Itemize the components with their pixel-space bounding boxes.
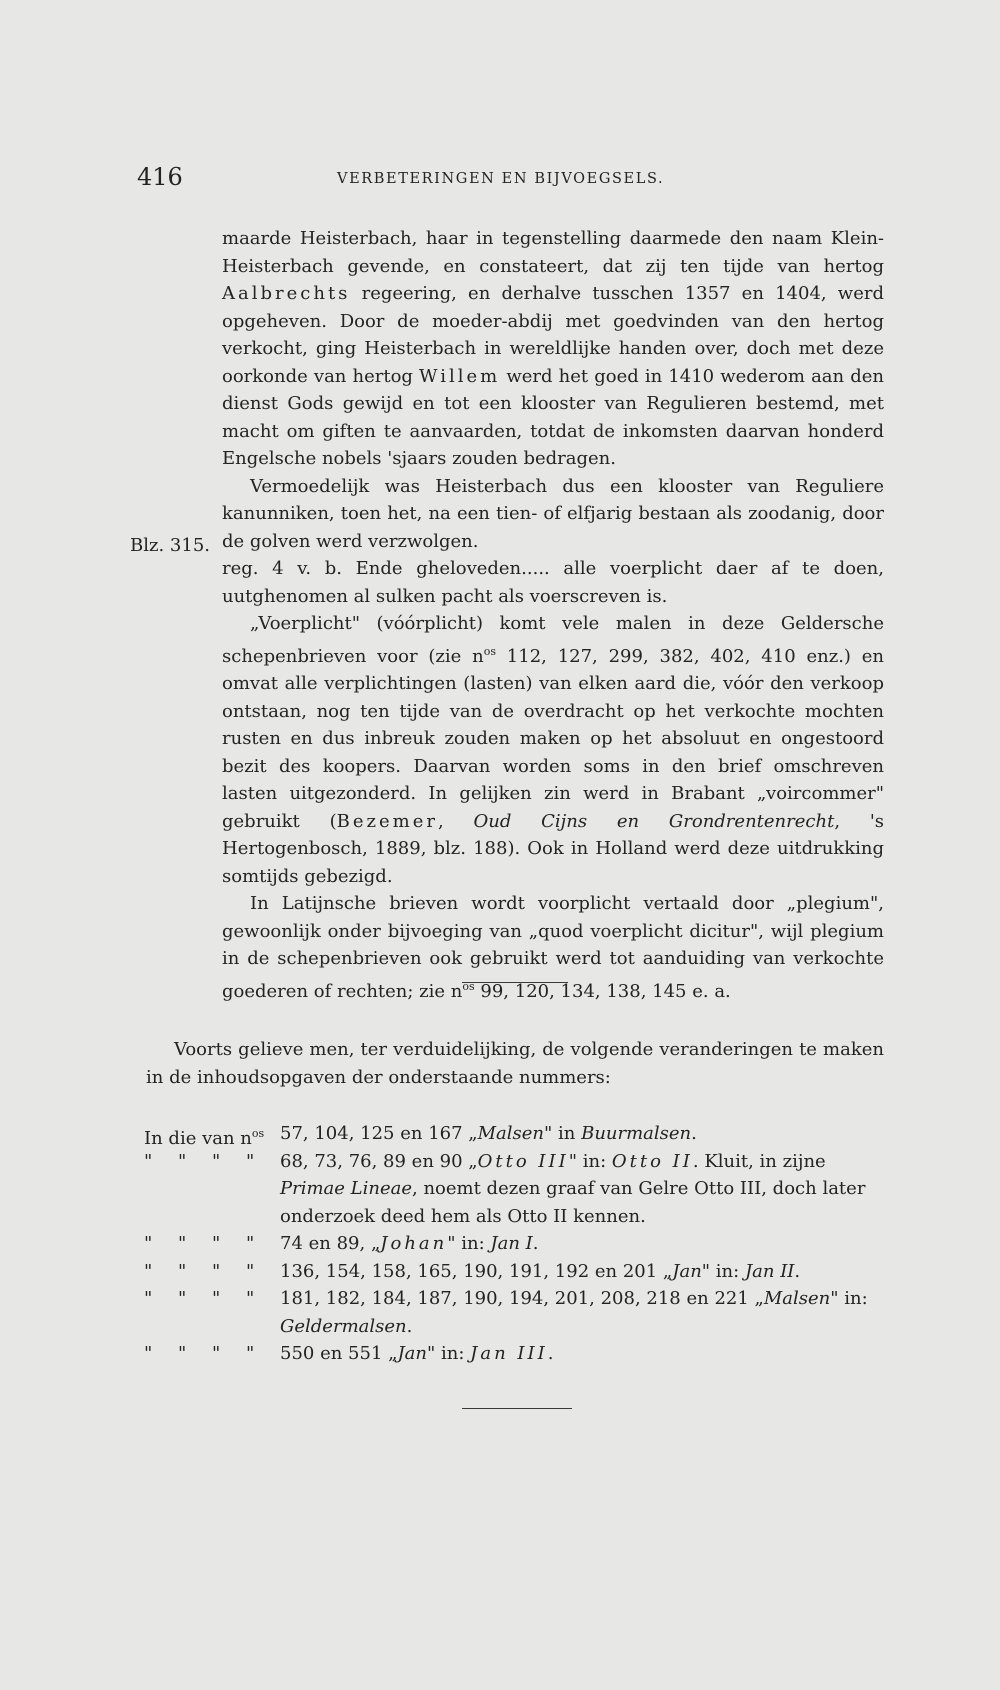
ditto-mark: " — [212, 1288, 221, 1309]
superscript: os — [251, 1127, 265, 1140]
italic-run: Otto III — [477, 1150, 569, 1172]
ditto-mark: " — [178, 1260, 187, 1282]
row-text — [280, 1120, 884, 1148]
ditto-mark: " — [246, 1288, 255, 1309]
ditto-mark: " — [178, 1343, 187, 1364]
italic-run: Geldermalsen — [280, 1315, 407, 1337]
ditto-mark: " — [178, 1233, 187, 1254]
text-run: 550 en 551 „ — [280, 1343, 398, 1364]
row-text — [280, 1148, 884, 1231]
ditto-mark: " — [246, 1260, 255, 1282]
ditto-mark: " — [178, 1288, 187, 1309]
ditto-mark: " — [212, 1343, 221, 1364]
text-run: " in: — [427, 1343, 471, 1364]
text-run: , — [437, 810, 474, 832]
text-run: „Voerplicht" (vóórplicht) komt vele malen in deze Geldersche schepenbrieven voor (zie n — [222, 613, 884, 667]
italic-run: Malsen — [477, 1123, 545, 1144]
paragraph-voerplicht — [222, 610, 884, 890]
superscript: os — [462, 979, 475, 993]
text-run: 68, 73, 76, 89 en 90 „ — [280, 1150, 478, 1172]
text-run: In die van n — [144, 1128, 252, 1149]
list-item — [144, 1120, 884, 1148]
ditto-marks — [144, 1258, 280, 1286]
list-item — [144, 1285, 884, 1340]
ditto-mark: " — [212, 1233, 221, 1254]
text-run: . — [532, 1233, 539, 1254]
text-run: regeering, en derhalve tusschen 1357 en 1404, werd opgeheven. Door de moeder-abdij met goedvinden van den hertog verkocht, ging Heisterbach in wereldlijke handen over, doch met deze oorkonde van hertog — [222, 283, 884, 387]
section-divider — [462, 982, 568, 983]
text-run: 112, 127, 299, 382, 402, 410 enz.) en omvat alle verplichtingen (lasten) van elken aard die, vóór den verkoop ontstaan, nog ten tijde van de overdracht op het verkochte mochten rusten en dus inbreuk zouden maken op het absoluut en ongestoord bezit des koopers. Daarvan worden soms in den brief omschreven lasten uitgezonderd. In gelijken zin werd in Brabant „voircommer" gebruikt ( — [222, 645, 884, 832]
italic-run: Jan I — [490, 1233, 533, 1254]
ditto-marks — [144, 1340, 280, 1368]
text-run: " in: — [701, 1260, 745, 1282]
row-text — [280, 1285, 884, 1340]
paragraph-reference: reg. 4 v. b. Ende gheloveden..... alle voerplicht daer af te doen, uutghenomen al sulken pacht als voerscreven is. — [222, 558, 884, 607]
text-run: , noemt dezen graaf van Gelre Otto III, doch later onderzoek deed hem als Otto II kennen. — [280, 1178, 866, 1227]
text-run: . Kluit, in zijne — [692, 1150, 826, 1172]
text-run: . — [547, 1343, 554, 1364]
page-header — [137, 163, 877, 195]
body-text — [222, 225, 884, 1005]
text-run: 181, 182, 184, 187, 190, 194, 201, 208, 218 en 221 „ — [280, 1288, 764, 1309]
row-text — [280, 1258, 884, 1286]
alterations-intro: Voorts gelieve men, ter verduidelijking, de volgende veranderingen te maken in de inhoudsopgaven der onderstaande nummers: — [146, 1039, 884, 1088]
paragraph-plegium — [222, 890, 884, 1005]
list-item — [144, 1230, 884, 1258]
author-name: Bezemer — [336, 810, 438, 832]
ditto-mark: " — [144, 1260, 153, 1282]
text-run: " in — [544, 1123, 582, 1144]
superscript: os — [483, 644, 496, 658]
text-run: maarde Heisterbach, haar in tegenstelling daarmede den naam Klein-Heisterbach gevende, en constateert, dat zij ten tijde van hertog — [222, 228, 884, 277]
book-title: Oud Cijns en Grondrentenrecht — [473, 810, 835, 832]
ditto-mark: " — [144, 1288, 153, 1309]
ditto-mark: " — [178, 1150, 187, 1172]
ditto-mark: " — [246, 1343, 255, 1364]
row-text — [280, 1230, 884, 1258]
ditto-marks — [144, 1230, 280, 1258]
text-run: " in: — [830, 1288, 868, 1309]
ditto-mark: " — [212, 1150, 221, 1172]
text-run: . — [406, 1315, 413, 1337]
text-run: 74 en 89, „ — [280, 1233, 381, 1254]
ditto-mark: " — [246, 1150, 255, 1172]
italic-run: Otto II — [611, 1150, 693, 1172]
text-run: 136, 154, 158, 165, 190, 191, 192 en 201 „ — [280, 1260, 673, 1282]
ditto-marks — [144, 1285, 280, 1313]
ditto-mark: " — [144, 1150, 153, 1172]
running-head: VERBETERINGEN EN BIJVOEGSELS. — [337, 171, 665, 187]
ditto-mark: " — [144, 1233, 153, 1254]
text-run: . — [691, 1123, 697, 1144]
paragraph-heisterbach — [222, 225, 884, 473]
spaced-name: Aalbrechts — [222, 283, 351, 304]
list-item — [144, 1258, 884, 1286]
list-item — [144, 1340, 884, 1368]
italic-run: Jan III — [470, 1343, 548, 1364]
alterations-list — [144, 1120, 884, 1368]
text-run: . — [794, 1260, 801, 1282]
side-reference: Blz. 315. — [130, 535, 210, 556]
row-text — [280, 1340, 884, 1368]
text-run: " in: — [568, 1150, 612, 1172]
text-run: In Latijnsche brieven wordt voorplicht vertaald door „plegium", gewoonlijk onder bijvoeging van „quod voerplicht dicitur", wijl plegium in de schepenbrieven ook gebruikt werd tot aanduiding van verkochte goederen of rechten; zie n — [222, 893, 884, 1002]
text-run: 57, 104, 125 en 167 „ — [280, 1123, 478, 1144]
italic-run: Jan — [672, 1260, 702, 1282]
italic-run: Malsen — [763, 1288, 831, 1309]
italic-run: Buurmalsen — [581, 1123, 692, 1144]
italic-run: Primae Lineae — [280, 1178, 412, 1199]
text-run: 99, 120, 134, 138, 145 e. a. — [474, 980, 731, 1002]
ditto-mark: " — [212, 1260, 221, 1282]
ditto-mark: " — [144, 1343, 153, 1364]
text-run: " in: — [447, 1233, 491, 1254]
ditto-marks — [144, 1148, 280, 1176]
italic-run: Johan — [380, 1233, 448, 1254]
text-run: , 's Hertogenbosch, 1889, blz. 188). Ook in Holland werd deze uitdrukking somtijds gebezigd. — [222, 810, 885, 887]
page-number: 416 — [137, 163, 183, 191]
text-run: werd het goed in 1410 wederom aan den dienst Gods gewijd en tot een klooster van Regulieren bestemd, met macht om giften te aanvaarden, totdat de inkomsten daarvan honderd Engelsche nobels 'sjaars zouden bedragen. — [222, 365, 885, 469]
ditto-mark: " — [246, 1233, 255, 1254]
italic-run: Jan II — [744, 1260, 795, 1282]
italic-run: Jan — [397, 1343, 427, 1364]
list-item — [144, 1148, 884, 1231]
paragraph-regulieren: Vermoedelijk was Heisterbach dus een klooster van Reguliere kanunniken, toen het, na een tien- of elfjarig bestaan als zoodanig, door de golven werd verzwolgen. — [222, 475, 884, 552]
end-divider — [462, 1408, 572, 1409]
spaced-name: Willem — [419, 365, 501, 387]
